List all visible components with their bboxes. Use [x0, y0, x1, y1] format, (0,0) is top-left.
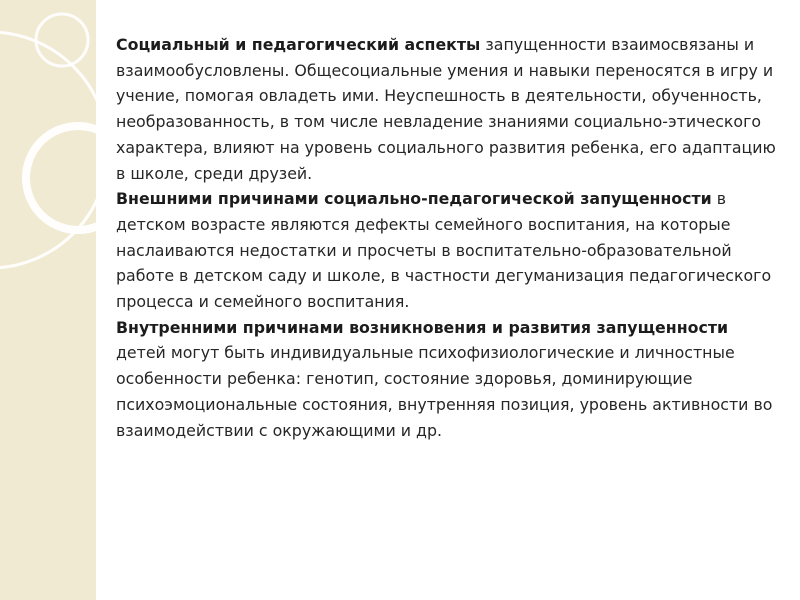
paragraph-lead: Социальный и педагогический аспекты	[116, 35, 481, 54]
paragraph-body: в детском возрасте являются дефекты семейного воспитания, на которые наслаиваются недостатки и просчеты в воспитательно-образовательной работе в детском саду и школе, в частности дегуманизация педагогического процесса и семейного воспитания.	[116, 189, 772, 312]
paragraph-internal-causes	[116, 315, 776, 444]
paragraph-lead: Внешними причинами социально-педагогической запущенности	[116, 189, 712, 209]
decorative-ring-large	[0, 32, 108, 268]
paragraph-lead: Внутренними причинами возникновения и развития запущенности	[116, 317, 729, 337]
paragraph-external-causes	[116, 186, 776, 315]
paragraph-social-pedagogical-aspects	[116, 32, 776, 186]
decorative-ring-small	[26, 126, 130, 230]
paragraph-body: детей могут быть индивидуальные психофизиологические и личностные особенности ребенка: генотип, состояние здоровья, доминирующие психоэмоциональные состояния, внутренняя позиция, уровень активности во взаимодействии с окружающими и др.	[116, 343, 773, 440]
slide-text	[116, 32, 776, 443]
paragraph-body: запущенности взаимосвязаны и взаимообусловлены. Общесоциальные умения и навыки переносятся в игру и учение, помогая овладеть ими. Неуспешность в деятельности, обученность, необразованность, в том числе невладение знаниями социально-этического характера, влияют на уровень социального развития ребенка, его адаптацию в школе, среди друзей.	[116, 35, 776, 183]
